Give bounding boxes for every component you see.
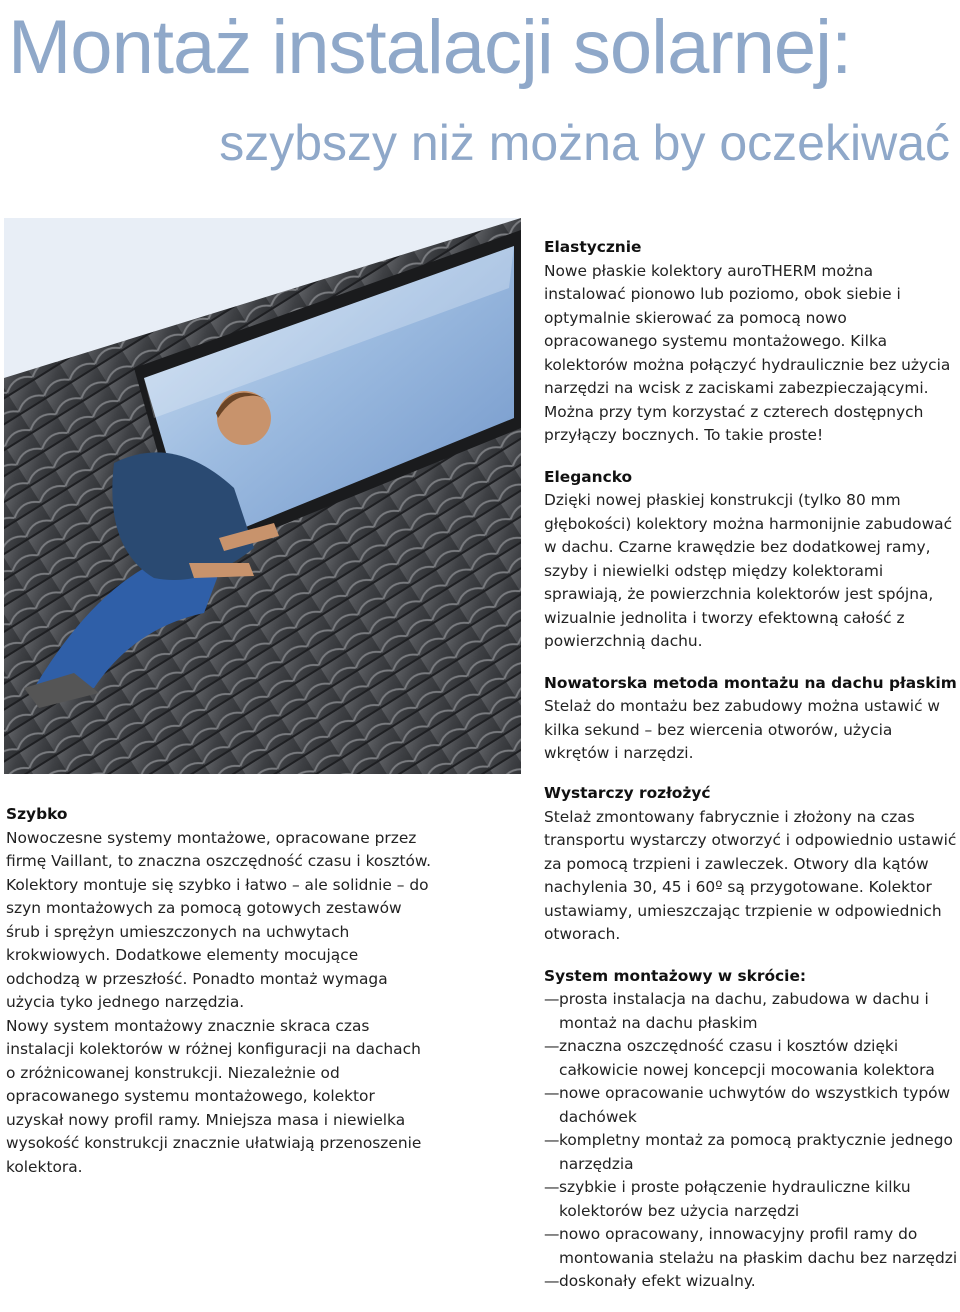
section-body: Nowe płaskie kolektory auroTHERM można instalować pionowo lub poziomo, obok siebie i optymalnie skierować za pomocą nowo opracowanego systemu montażowego. Kilka kolektorów można połączyć hydraulicznie bez użycia narzędzi na wcisk z zaciskami zabezpieczającymi. Można przy tym korzystać z czterech dostępnych przyłączy bocznych. To takie proste! [544, 261, 951, 444]
section-body: Stelaż zmontowany fabrycznie i złożony na czas transportu wystarczy otworzyć i odpowiednio ustawić za pomocą trzpieni i zawleczek. Otwory dla kątów nachylenia 30, 45 i 60º są przygotowane. Kolektor ustawiamy, umieszczając trzpienie w odpowiednich otworach. [544, 807, 957, 943]
section-body: Dzięki nowej płaskiej konstrukcji (tylko 80 mm głębokości) kolektory można harmonijnie zabudować w dachu. Czarne krawędzie bez dodatkowej ramy, szyby i niewielki odstęp między kolektorami sprawiają, że powierzchnia kolektorów jest spójna, wizualnie jednolita i tworzy efektowną całość z powierzchnią dachu. [544, 491, 953, 650]
right-column-top [544, 236, 958, 784]
section-flexible [544, 236, 958, 448]
list-item-text: doskonały efekt wizualny. [559, 1272, 756, 1290]
section-summary [544, 965, 958, 1294]
section-spread [544, 782, 958, 947]
section-heading: Nowatorska metoda montażu na dachu płaskim [544, 673, 957, 692]
page-subtitle: szybszy niż można by oczekiwać [219, 115, 950, 171]
dash-bullet: — [544, 1225, 560, 1243]
list-item [544, 1129, 958, 1176]
section-heading: Elegancko [544, 467, 633, 486]
section-heading: Wystarczy rozłożyć [544, 784, 711, 802]
section-heading: Elastycznie [544, 238, 642, 256]
list-item-text: szybkie i proste połączenie hydrauliczne kilku kolektorów bez użycia narzędzi [559, 1178, 911, 1220]
summary-list [544, 988, 958, 1294]
list-item [544, 988, 958, 1035]
list-item-text: znaczna oszczędność czasu i kosztów dzięki całkowicie nowej koncepcji mocowania kolektora [559, 1037, 935, 1079]
section-paragraph: Nowoczesne systemy montażowe, opracowane przez firmę Vaillant, to znaczna oszczędność czasu i kosztów. Kolektory montuje się szybko i łatwo – ale solidnie – do szyn montażowych za pomocą gotowych zestawów śrub i sprężyn umieszczonych na uchwytach krokwiowych. Dodatkowe elementy mocujące odchodzą w przeszłość. Ponadto montaż wymaga użycia tyko jednego narzędzia. [6, 828, 431, 1011]
list-item [544, 1035, 958, 1082]
section-heading: Szybko [6, 805, 68, 823]
section-body: Stelaż do montażu bez zabudowy można ustawić w kilka sekund – bez wiercenia otworów, użycia wkrętów i narzędzi. [544, 697, 941, 762]
dash-bullet: — [544, 1131, 560, 1149]
list-item-text: prosta instalacja na dachu, zabudowa w dachu i montaż na dachu płaskim [559, 990, 929, 1032]
list-item-text: nowe opracowanie uchwytów do wszystkich typów dachówek [559, 1084, 951, 1126]
section-elegant [544, 466, 958, 654]
dash-bullet: — [544, 1272, 560, 1290]
section-flat-roof [544, 672, 958, 766]
list-item [544, 1223, 958, 1270]
roof-installation-photo [4, 218, 521, 774]
right-column-bottom [544, 782, 958, 1312]
page-title: Montaż instalacji solarnej: [8, 5, 852, 90]
dash-bullet: — [544, 1084, 560, 1102]
section-paragraph: Nowy system montażowy znacznie skraca czas instalacji kolektorów w różnej konfiguracji na dachach o zróżnicowanej konstrukcji. Niezależnie od opracowanego systemu montażowego, kolektor uzyskał nowy profil ramy. Mniejsza masa i niewielka wysokość konstrukcji znacznie ułatwiają przenoszenie kolektora. [6, 1016, 422, 1176]
list-item [544, 1082, 958, 1129]
list-item-text: kompletny montaż za pomocą praktycznie jednego narzędzia [559, 1131, 953, 1173]
list-item-text: nowo opracowany, innowacyjny profil ramy do montowania stelażu na płaskim dachu bez narzędzi [559, 1225, 958, 1267]
section-heading: System montażowy w skrócie: [544, 966, 807, 985]
section-fast [6, 803, 434, 1179]
list-item [544, 1176, 958, 1223]
dash-bullet: — [544, 990, 560, 1008]
dash-bullet: — [544, 1178, 560, 1196]
dash-bullet: — [544, 1037, 560, 1055]
left-column [6, 803, 434, 1197]
list-item [544, 1270, 958, 1294]
